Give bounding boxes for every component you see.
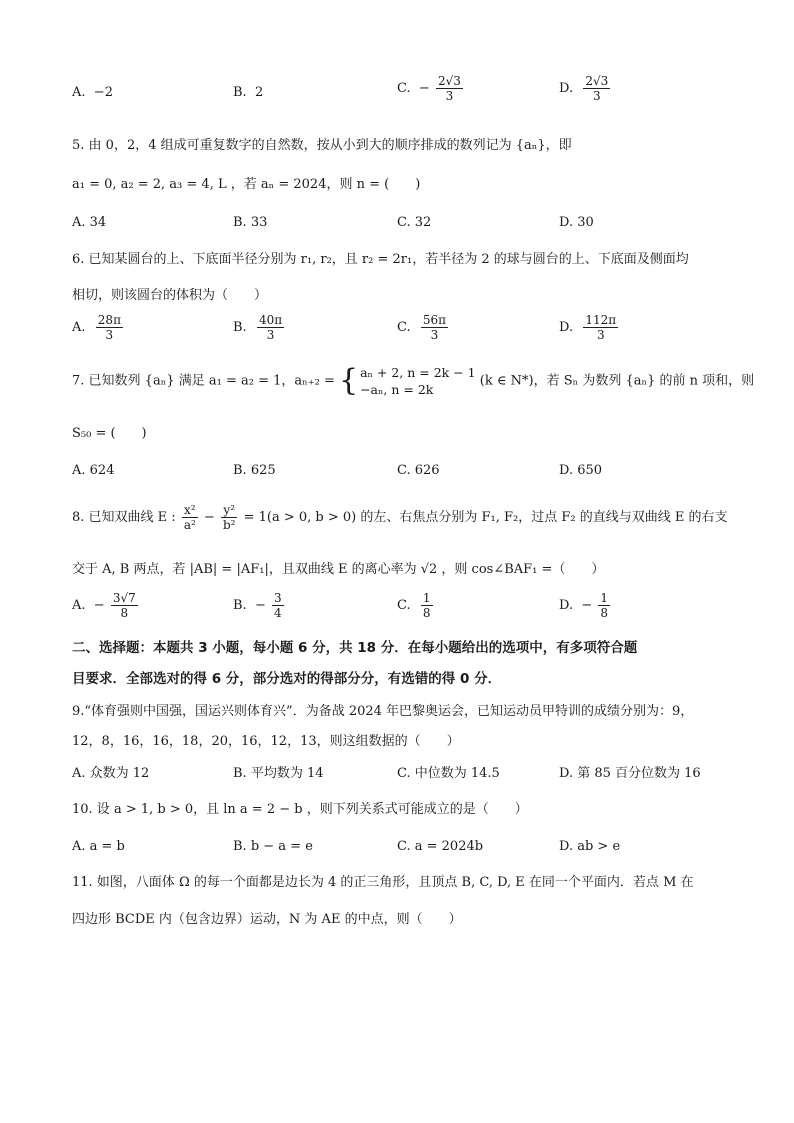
fraction-denominator: 8 — [600, 606, 609, 620]
fraction-denominator: 3 — [105, 328, 114, 342]
case-1: aₙ + 2, n = 2k − 1 — [360, 365, 476, 380]
fraction — [436, 74, 463, 103]
option-letter: B. — [233, 85, 247, 100]
q7-option-d: D. 650 — [559, 463, 603, 478]
fraction — [96, 313, 123, 342]
q8-option-a — [72, 591, 140, 620]
q4-option-c — [397, 74, 465, 103]
fraction-denominator: 3 — [430, 328, 439, 342]
q6-option-c — [397, 313, 450, 342]
q9-option-d: D. 第 85 百分位数为 16 — [559, 766, 701, 781]
q8-post: = 1(a > 0, b > 0) 的左、右焦点分别为 F₁, F₂，过点 F₂ 的直线与双曲线 E 的右支 — [243, 510, 728, 525]
fraction-denominator: 3 — [593, 89, 601, 103]
option-sign: − — [581, 598, 593, 613]
q6-option-b — [233, 313, 286, 342]
q4-option-a — [72, 84, 113, 102]
fraction-denominator: 8 — [422, 606, 431, 620]
option-text: 2 — [254, 85, 264, 100]
fraction-numerator: 3 — [274, 591, 282, 605]
fraction — [583, 74, 610, 103]
q7-stem-line2: S₅₀ = ( ) — [72, 426, 147, 441]
q5-stem-line2: a₁ = 0, a₂ = 2, a₃ = 4, L ，若 aₙ = 2024，则 n = ( ) — [72, 177, 421, 192]
q5-stem-line1: 5. 由 0，2，4 组成可重复数字的自然数，按从小到大的顺序排成的数列记为 {aₙ}，即 — [72, 138, 572, 153]
fraction-numerator: x² — [184, 503, 196, 517]
fraction-numerator: 1 — [422, 591, 431, 605]
q10-option-b: B. b − a = e — [233, 839, 313, 854]
q9-stem-line1: 9.“体育强则中国强，国运兴则体育兴”．为备战 2024 年巴黎奥运会，已知运动员甲特训的成绩分别为：9， — [72, 704, 694, 719]
q10-stem: 10. 设 a > 1, b > 0，且 ln a = 2 − b ，则下列关系式可能成立的是（ ） — [72, 802, 528, 817]
piecewise — [339, 364, 476, 398]
q7-post: (k ∈ N*)，若 Sₙ 为数列 {aₙ} 的前 n 项和，则 — [479, 373, 755, 389]
fraction — [598, 591, 610, 620]
q7-pre: 7. 已知数列 {aₙ} 满足 a₁ = a₂ = 1，aₙ₊₂ = — [72, 373, 335, 389]
q8-option-d — [559, 591, 612, 620]
q5-option-a: A. 34 — [72, 215, 107, 230]
fraction-numerator: 28π — [97, 313, 121, 327]
option-letter: A. — [72, 85, 86, 100]
option-letter: A. — [72, 598, 86, 613]
q5-option-b: B. 33 — [233, 215, 268, 230]
fraction-numerator: 56π — [422, 313, 447, 327]
fraction-numerator: 1 — [600, 591, 609, 605]
fraction-denominator: 3 — [596, 328, 605, 342]
option-letter: C. — [397, 320, 411, 335]
q8-pre: 8. 已知双曲线 E : — [72, 510, 176, 525]
fraction-denominator: a² — [183, 518, 196, 532]
fraction-numerator: 3√7 — [112, 591, 136, 605]
option-sign: − — [418, 81, 430, 96]
section-heading-line1: 二、选择题：本题共 3 小题，每小题 6 分，共 18 分．在每小题给出的选项中，有多项符合题 — [72, 640, 638, 656]
piecewise-cases — [360, 364, 476, 398]
q9-option-a: A. 众数为 12 — [72, 766, 150, 781]
q6-option-a — [72, 313, 125, 342]
q11-stem-line2: 四边形 BCDE 内（包含边界）运动，N 为 AE 的中点，则（ ） — [72, 912, 462, 927]
option-text: −2 — [93, 85, 113, 100]
fraction — [111, 591, 138, 620]
fraction-denominator: 3 — [266, 328, 275, 342]
q9-stem-line2: 12，8，16，16，18，20，16，12，13，则这组数据的（ ） — [72, 734, 460, 749]
q10-option-d: D. ab > e — [559, 839, 621, 854]
q8-option-b — [233, 591, 286, 620]
fraction-numerator: 2√3 — [585, 74, 609, 88]
q10-option-c: C. a = 2024b — [397, 839, 484, 854]
q6-stem-line1: 6. 已知某圆台的上、下底面半径分别为 r₁, r₂，且 r₂ = 2r₁，若半径为 2 的球与圆台的上、下底面及侧面均 — [72, 252, 689, 267]
q7-stem-line1 — [72, 364, 754, 398]
fraction-numerator: 112π — [585, 313, 617, 327]
q8-stem-line2: 交于 A, B 两点，若 |AB| = |AF₁|，且双曲线 E 的离心率为 √2 ，则 cos∠BAF₁ =（ ） — [72, 562, 605, 577]
option-letter: A. — [72, 320, 86, 335]
option-letter: D. — [559, 320, 574, 335]
fraction-y — [221, 503, 238, 532]
case-2: −aₙ, n = 2k — [360, 382, 434, 397]
fraction — [421, 591, 433, 620]
brace-icon: { — [338, 363, 359, 398]
option-letter: C. — [397, 598, 411, 613]
fraction-x — [182, 503, 198, 532]
option-sign: − — [254, 598, 266, 613]
fraction-numerator: 40π — [258, 313, 283, 327]
q8-stem-line1 — [72, 503, 728, 532]
q5-option-c: C. 32 — [397, 215, 432, 230]
q10-option-a: A. a = b — [72, 839, 125, 854]
fraction-denominator: 4 — [274, 606, 282, 620]
q9-option-b: B. 平均数为 14 — [233, 766, 324, 781]
option-letter: B. — [233, 320, 247, 335]
fraction — [257, 313, 284, 342]
fraction — [583, 313, 618, 342]
q4-option-b — [233, 84, 263, 102]
fraction-numerator: y² — [223, 503, 236, 517]
q4-option-d — [559, 74, 612, 103]
option-letter: D. — [559, 81, 574, 96]
fraction-denominator: 8 — [120, 606, 129, 620]
q7-option-b: B. 625 — [233, 463, 276, 478]
q6-option-d — [559, 313, 620, 342]
option-letter: B. — [233, 598, 247, 613]
section-heading-line2: 目要求．全部选对的得 6 分，部分选对的得部分分，有选错的得 0 分． — [72, 671, 502, 687]
q5-option-d: D. 30 — [559, 215, 594, 230]
q6-stem-line2: 相切，则该圆台的体积为（ ） — [72, 288, 268, 303]
q7-option-a: A. 624 — [72, 463, 115, 478]
q7-option-c: C. 626 — [397, 463, 440, 478]
q9-option-c: C. 中位数为 14.5 — [397, 766, 500, 781]
option-sign: − — [93, 598, 105, 613]
q11-stem-line1: 11. 如图，八面体 Ω 的每一个面都是边长为 4 的正三角形，且顶点 B, C, D, E 在同一个平面内．若点 M 在 — [72, 875, 694, 890]
option-letter: D. — [559, 598, 574, 613]
fraction — [421, 313, 448, 342]
option-letter: C. — [397, 81, 411, 96]
fraction-denominator: b² — [222, 518, 236, 532]
fraction — [272, 591, 284, 620]
fraction-numerator: 2√3 — [437, 74, 461, 88]
q8-option-c — [397, 591, 435, 620]
minus-sign: − — [203, 510, 215, 525]
fraction-denominator: 3 — [445, 89, 454, 103]
